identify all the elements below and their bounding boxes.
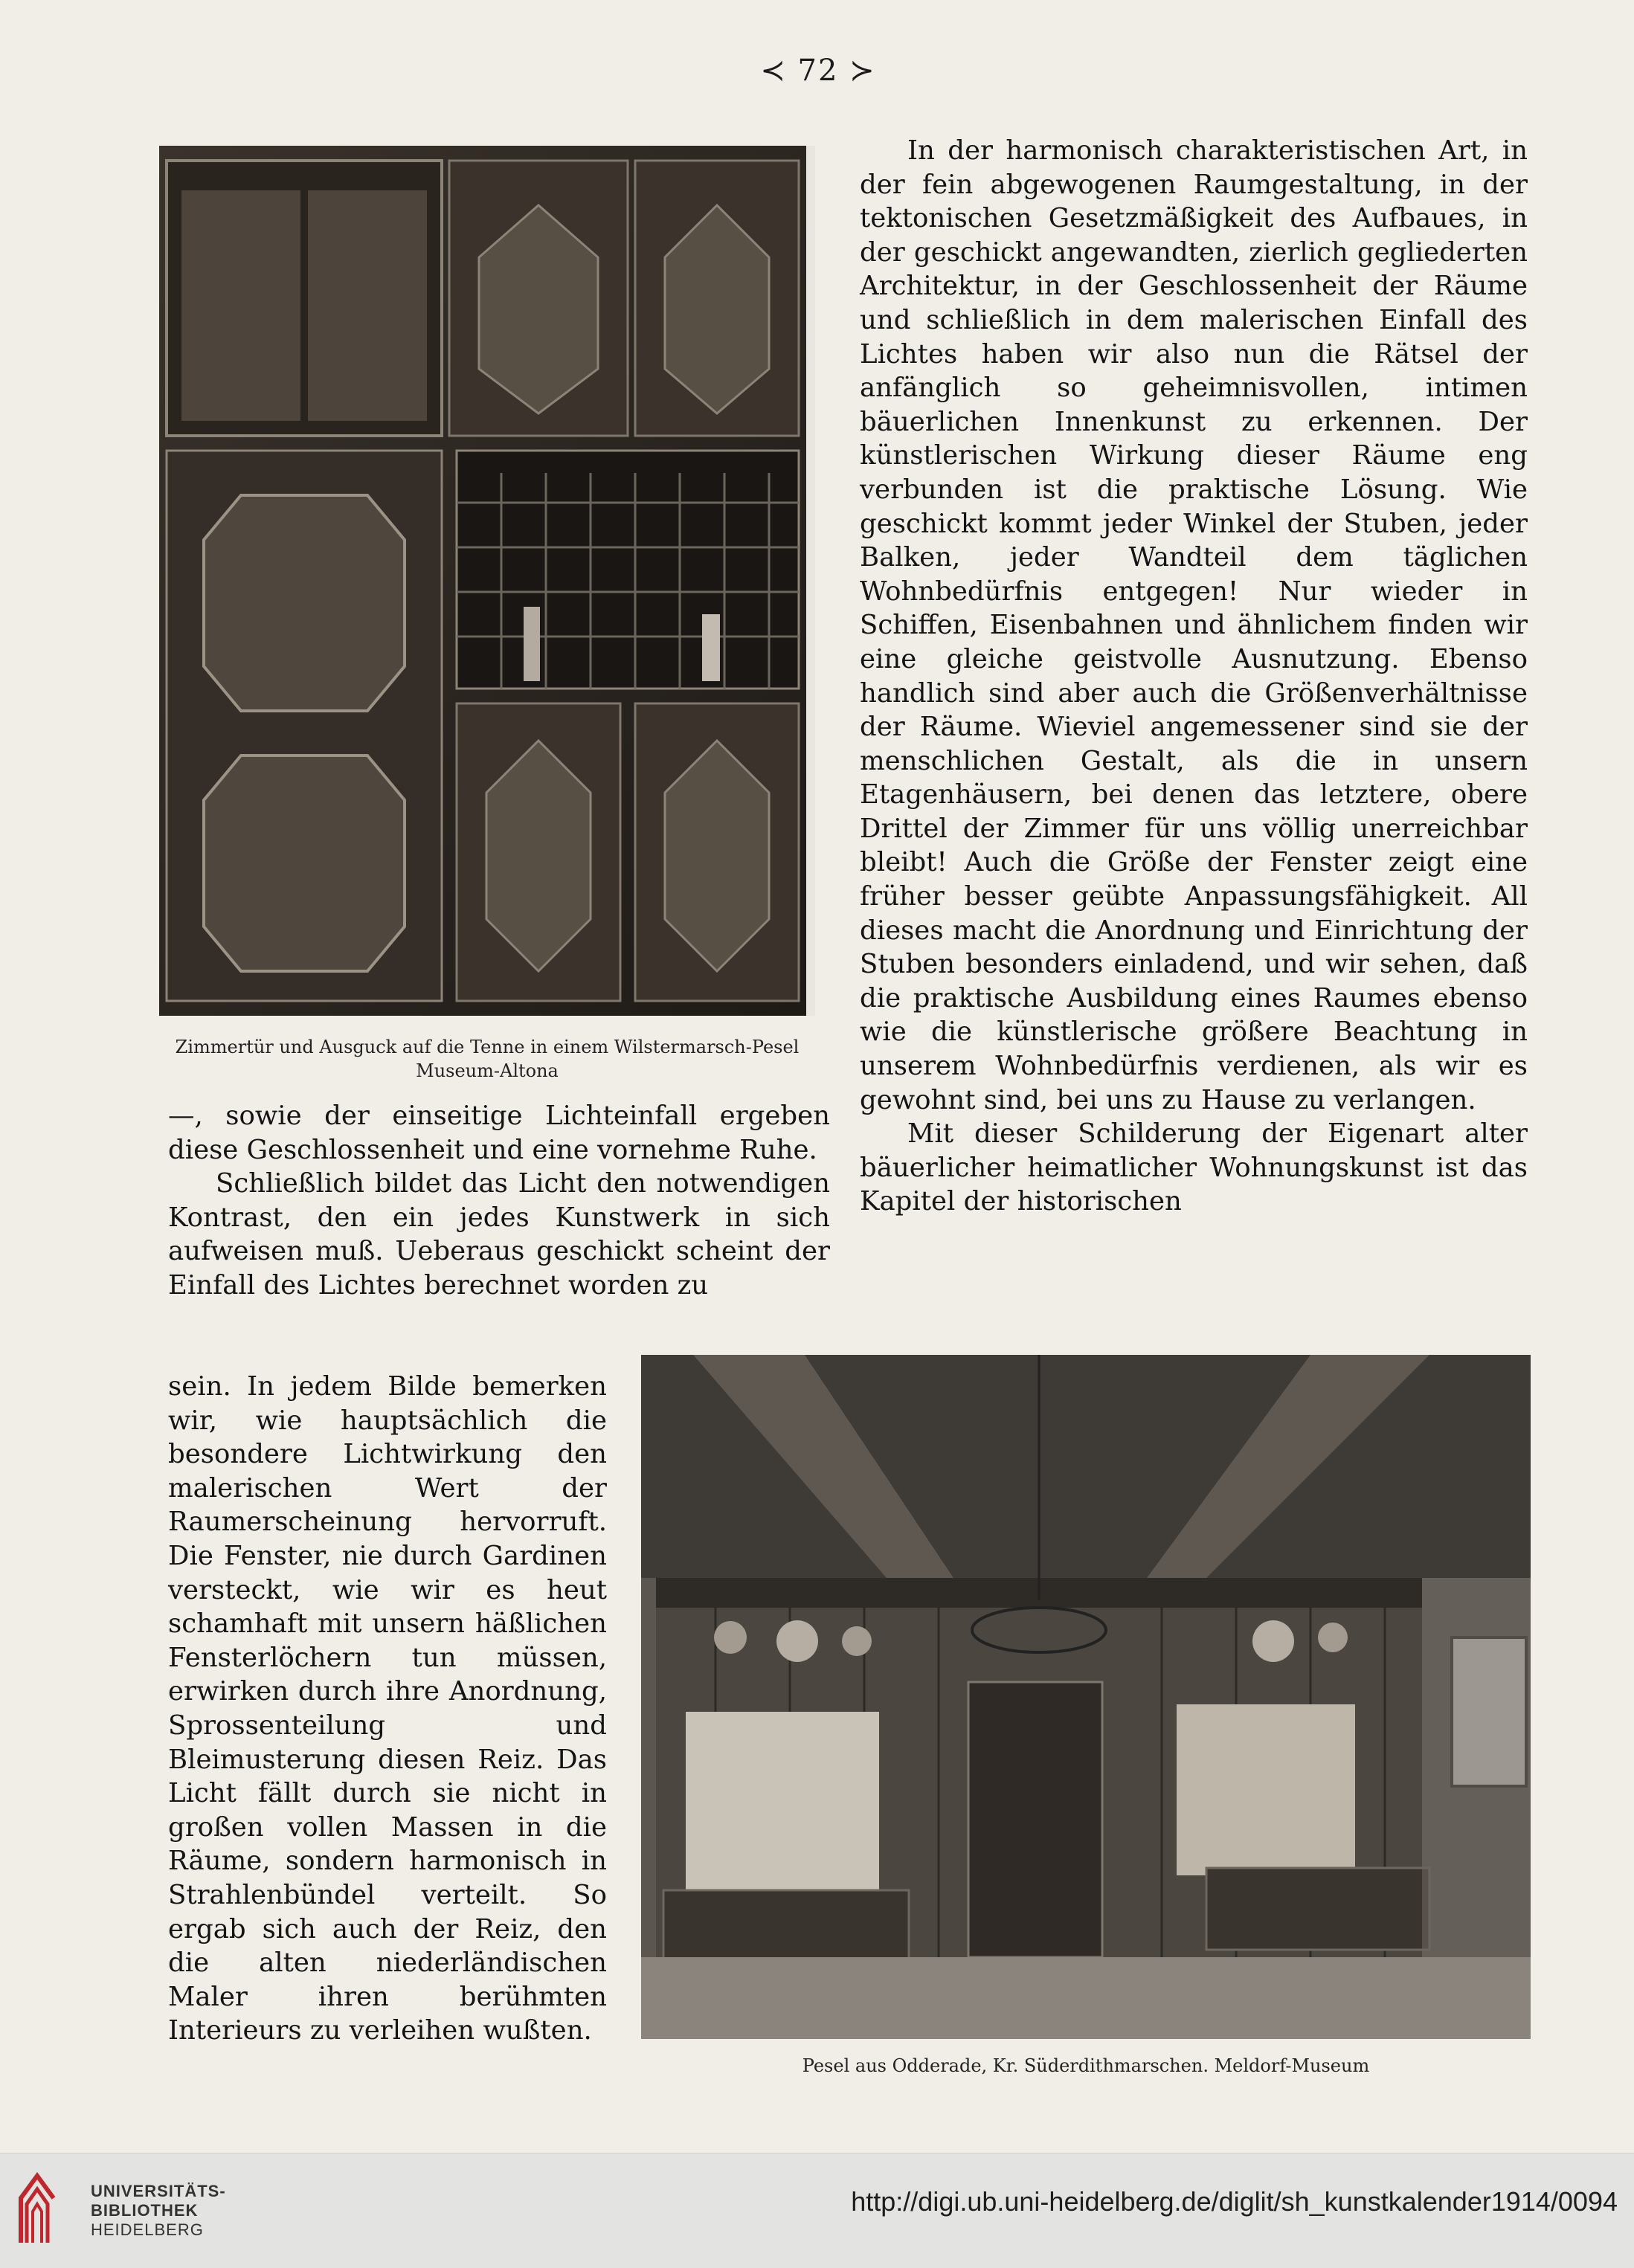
left-column-paragraph-1: —, sowie der einseitige Lichteinfall ergeben diese Geschlossenheit und eine vornehme Ruhe. (168, 1101, 830, 1165)
right-column-text (860, 134, 1528, 1219)
university-library-logo-icon (16, 2168, 62, 2250)
university-library-name: UNIVERSITÄTS- BIBLIOTHEK HEIDELBERG (91, 2182, 226, 2239)
cabinet-photo (159, 146, 815, 1016)
left-column-text-lower (168, 1370, 607, 2048)
cabinet-illustration (159, 146, 815, 1016)
ornament-left-icon: ≺ (760, 54, 787, 88)
footer-bar (0, 2153, 1634, 2268)
source-url-link[interactable]: http://digi.ub.uni-heidelberg.de/diglit/sh_kunstkalender1914/0094 (851, 2186, 1618, 2217)
left-column-paragraph-2a: Schließlich bildet das Licht den notwendigen Kontrast, den ein jedes Kunstwerk in sich aufweisen muß. Ueberaus geschickt scheint der Einfall des Lichtes berechnet worden zu (168, 1168, 830, 1301)
left-column-paragraph-2b: sein. In jedem Bilde bemerken wir, wie hauptsächlich die besondere Lichtwirkung den malerischen Wert der Raumerscheinung hervorruft. Die Fenster, nie durch Gardinen versteckt, wie wir es heut schamhaft mit unsern häßlichen Fensterlöchern tun müssen, erwirken durch ihre Anordnung, Sprossenteilung und Bleimusterung diesen Reiz. Das Licht fällt durch sie nicht in großen vollen Massen in die Räume, sondern harmonisch in Strahlenbündel verteilt. So ergab sich auch der Reiz, den die alten niederländischen Maler ihren berühmten Interieurs zu verleihen wußten. (168, 1371, 607, 2046)
left-column-text-upper (168, 1099, 830, 1303)
cabinet-caption: Zimmertür und Ausguck auf die Tenne in einem Wilstermarsch-Pesel Museum-Altona (175, 1037, 800, 1081)
ornament-right-icon: ≻ (849, 54, 876, 88)
pesel-illustration (641, 1355, 1531, 2039)
pesel-photo (641, 1355, 1531, 2039)
right-column-paragraph-1: In der harmonisch charakteristischen Art, in der fein abgewogenen Raumgestaltung, in der tektonischen Gesetzmäßigkeit des Aufbaues, in der geschickt angewandten, zierlich gegliederten Architektur, in der Geschlossenheit der Räume und schließlich in dem malerischen Einfall des Lichtes haben wir also nun die Rätsel der anfänglich so geheimnisvollen, intimen bäuerlichen Innenkunst zu erkennen. Der künstlerischen Wirkung dieser Räume eng verbunden ist die praktische Lösung. Wie geschickt kommt jeder Winkel der Stuben, jeder Balken, jeder Wandteil dem täglichen Wohnbedürfnis entgegen! Nur wieder in Schiffen, Eisenbahnen und ähnlichem finden wir eine gleiche geistvolle Ausnutzung. Ebenso handlich sind aber auch die Größenverhältnisse der Räume. Wieviel angemessener sind sie der menschlichen Gestalt, als die in unsern Etagenhäusern, bei denen das letztere, obere Drittel der Zimmer für uns völlig unerreichbar bleibt! Auch die Größe der Fenster zeigt eine früher besser geübte Anpassungsfähigkeit. All dieses macht die Anordnung und Einrichtung der Stuben besonders einladend, und wir sehen, daß die praktische Ausbildung eines Raumes ebenso wie die künstlerische größere Beachtung in unserem Wohnbedürfnis verdienen, als wir es gewohnt sind, bei uns zu Hause zu verlangen. (860, 135, 1528, 1115)
pesel-caption: Pesel aus Odderade, Kr. Süderdithmarschen. Meldorf-Museum (802, 2055, 1370, 2076)
page-number: ≺ 72 ≻ (760, 54, 876, 88)
right-column-paragraph-2: Mit dieser Schilderung der Eigenart alter bäuerlicher heimatlicher Wohnungskunst ist das Kapitel der historischen (860, 1118, 1528, 1217)
